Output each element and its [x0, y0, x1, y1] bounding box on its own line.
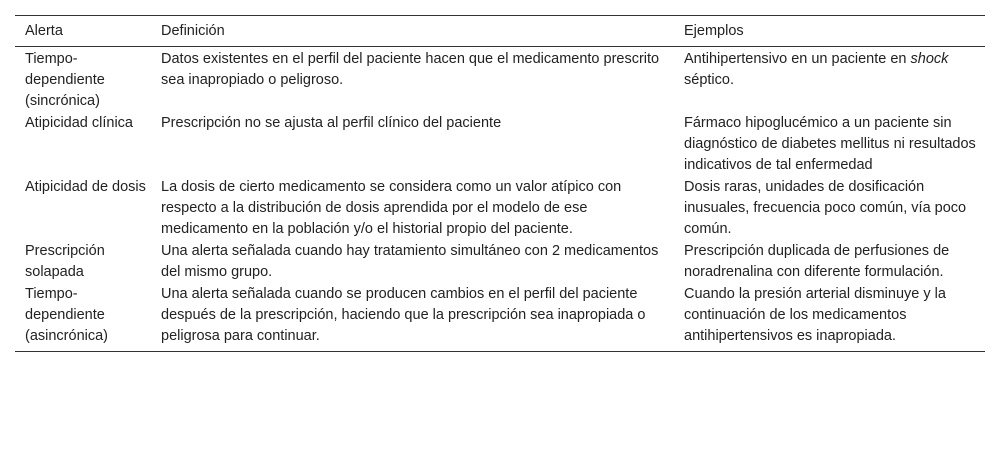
cell-alerta: Atipicidad de dosis [25, 179, 146, 195]
table-row [15, 112, 985, 176]
header-alerta: Alerta [15, 16, 151, 47]
cell-ejemplo [674, 47, 985, 113]
table-row [15, 176, 985, 240]
cell-definicion: Una alerta señalada cuando se producen cambios en el perfil del paciente después de la prescripción, haciendo que la prescripción sea inapropiada o peligrosa para continuar. [151, 283, 674, 352]
cell-ejemplo: Cuando la presión arterial disminuye y la continuación de los medicamentos antihipertensivos es inapropiada. [674, 283, 985, 352]
cell-alerta: Atipicidad clínica [25, 115, 133, 131]
cell-definicion: La dosis de cierto medicamento se considera como un valor atípico con respecto a la distribución de dosis aprendida por el modelo de ese medicamento en la población y/o el historial propio del paciente. [161, 179, 622, 237]
cell-ejemplo: Dosis raras, unidades de dosificación inusuales, frecuencia poco común, vía poco común. [684, 179, 967, 237]
cell-definicion: Datos existentes en el perfil del paciente hacen que el medicamento prescrito sea inapropiado o peligroso. [161, 51, 660, 88]
header-ejemplos: Ejemplos [674, 16, 985, 47]
cell-alerta: Prescripción solapada [25, 243, 105, 280]
cell-ejemplo: Prescripción duplicada de perfusiones de noradrenalina con diferente formulación. [684, 243, 950, 280]
alerts-table [15, 15, 985, 352]
table-header [15, 16, 985, 47]
cell-ejemplo: Fármaco hipoglucémico a un paciente sin diagnóstico de diabetes mellitus ni resultados indicativos de tal enfermedad [684, 115, 976, 173]
ejemplo-text-italic: shock [910, 51, 949, 67]
cell-definicion: Una alerta señalada cuando hay tratamiento simultáneo con 2 medicamentos del mismo grupo. [161, 243, 659, 280]
ejemplo-text-pre: Antihipertensivo en un paciente en [684, 51, 911, 67]
alerts-table-container [15, 15, 985, 352]
header-row [15, 16, 985, 47]
cell-alerta: Tiempo-dependiente (asincrónica) [15, 283, 151, 352]
table-body [15, 47, 985, 352]
ejemplo-text-post: séptico. [684, 72, 734, 88]
table-row [15, 283, 985, 352]
cell-definicion: Prescripción no se ajusta al perfil clínico del paciente [161, 115, 502, 131]
cell-alerta: Tiempo-dependiente (sincrónica) [25, 51, 105, 109]
table-row [15, 240, 985, 283]
header-definicion: Definición [151, 16, 674, 47]
table-row [15, 47, 985, 113]
